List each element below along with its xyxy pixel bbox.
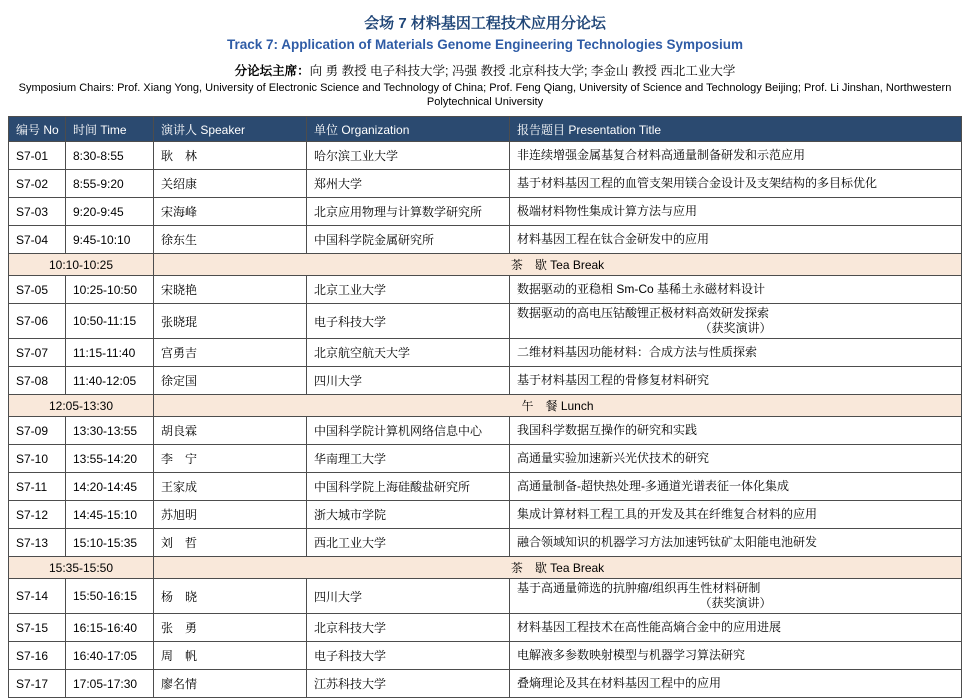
presentation-title-cell	[510, 642, 962, 670]
chairs-label: 分论坛主席：	[234, 64, 310, 78]
chairs-names-zh: 向 勇 教授 电子科技大学; 冯强 教授 北京科技大学; 李金山 教授 西北工业大学	[309, 64, 736, 78]
session-id-cell: S7-08	[9, 367, 66, 395]
session-id-cell: S7-13	[9, 529, 66, 557]
table-row	[9, 276, 962, 304]
organization-cell: 四川大学	[307, 367, 510, 395]
session-id-cell: S7-16	[9, 642, 66, 670]
document-header	[0, 0, 970, 109]
organization-cell: 北京航空航天大学	[307, 339, 510, 367]
presentation-title: 数据驱动的亚稳相 Sm-Co 基稀土永磁材料设计	[517, 282, 766, 296]
time-cell: 14:45-15:10	[66, 501, 154, 529]
time-cell: 13:55-14:20	[66, 445, 154, 473]
time-cell: 9:45-10:10	[66, 226, 154, 254]
presentation-title: 非连续增强金属基复合材料高通量制备研发和示范应用	[517, 148, 806, 162]
table-header-row	[9, 117, 962, 142]
organization-cell: 北京应用物理与计算数学研究所	[307, 198, 510, 226]
table-row	[9, 339, 962, 367]
table-row	[9, 367, 962, 395]
presentation-title: 高通量制备-超快热处理-多通道光谱表征一体化集成	[517, 479, 789, 493]
organization-cell: 中国科学院计算机网络信息中心	[307, 417, 510, 445]
time-cell: 16:15-16:40	[66, 614, 154, 642]
table-row	[9, 579, 962, 614]
presentation-title-note: （获奖演讲）	[699, 596, 772, 610]
schedule-table	[8, 116, 962, 698]
column-header-time: 时间 Time	[66, 117, 154, 142]
time-cell: 11:15-11:40	[66, 339, 154, 367]
session-id-cell: S7-05	[9, 276, 66, 304]
presentation-title-cell	[510, 417, 962, 445]
time-cell: 9:20-9:45	[66, 198, 154, 226]
session-id-cell: S7-02	[9, 170, 66, 198]
presentation-title: 极端材料物性集成计算方法与应用	[517, 204, 698, 218]
presentation-title: 基于高通量筛选的抗肿瘤/组织再生性材料研制	[517, 581, 761, 595]
presentation-title-cell	[510, 339, 962, 367]
presentation-title-cell	[510, 579, 962, 614]
session-id-cell: S7-06	[9, 304, 66, 339]
speaker-cell: 李 宁	[154, 445, 307, 473]
table-row	[9, 198, 962, 226]
table-row	[9, 417, 962, 445]
break-row	[9, 395, 962, 417]
speaker-cell: 王家成	[154, 473, 307, 501]
time-cell: 15:50-16:15	[66, 579, 154, 614]
time-cell: 17:05-17:30	[66, 670, 154, 698]
organization-cell: 电子科技大学	[307, 304, 510, 339]
presentation-title: 电解液多参数映射模型与机器学习算法研究	[517, 648, 746, 662]
presentation-title: 二维材料基因功能材料：合成方法与性质探索	[517, 345, 758, 359]
presentation-title-cell	[510, 501, 962, 529]
presentation-title: 材料基因工程在钛合金研发中的应用	[517, 232, 710, 246]
column-header-no: 编号 No	[9, 117, 66, 142]
break-label-cell: 午 餐 Lunch	[154, 395, 962, 417]
presentation-title: 融合领域知识的机器学习方法加速钙钛矿太阳能电池研发	[517, 535, 818, 549]
speaker-cell: 宋晓艳	[154, 276, 307, 304]
column-header-organization: 单位 Organization	[307, 117, 510, 142]
presentation-title-cell	[510, 529, 962, 557]
symposium-title-en: Track 7: Application of Materials Genome Engineering Technologies Symposium	[226, 37, 744, 52]
organization-cell: 西北工业大学	[307, 529, 510, 557]
session-id-cell: S7-07	[9, 339, 66, 367]
presentation-title: 叠熵理论及其在材料基因工程中的应用	[517, 676, 722, 690]
speaker-cell: 廖名情	[154, 670, 307, 698]
break-time-cell: 12:05-13:30	[9, 395, 154, 417]
presentation-title: 基于材料基因工程的血管支架用镁合金设计及支架结构的多目标优化	[517, 176, 878, 190]
table-row	[9, 226, 962, 254]
organization-cell: 中国科学院上海硅酸盐研究所	[307, 473, 510, 501]
presentation-title-cell	[510, 304, 962, 339]
speaker-cell: 刘 哲	[154, 529, 307, 557]
table-row	[9, 670, 962, 698]
presentation-title: 我国科学数据互操作的研究和实践	[517, 423, 698, 437]
organization-cell: 浙大城市学院	[307, 501, 510, 529]
presentation-title-cell	[510, 226, 962, 254]
time-cell: 15:10-15:35	[66, 529, 154, 557]
presentation-title-cell	[510, 473, 962, 501]
table-row	[9, 473, 962, 501]
time-cell: 8:30-8:55	[66, 142, 154, 170]
session-id-cell: S7-09	[9, 417, 66, 445]
session-id-cell: S7-15	[9, 614, 66, 642]
organization-cell: 郑州大学	[307, 170, 510, 198]
break-row	[9, 254, 962, 276]
session-id-cell: S7-10	[9, 445, 66, 473]
presentation-title-cell	[510, 276, 962, 304]
chairs-line-zh	[0, 63, 970, 80]
presentation-title-cell	[510, 367, 962, 395]
table-row	[9, 642, 962, 670]
organization-cell: 四川大学	[307, 579, 510, 614]
symposium-title-zh: 会场 7 材料基因工程技术应用分论坛	[364, 15, 606, 32]
presentation-title-cell	[510, 142, 962, 170]
organization-cell: 北京工业大学	[307, 276, 510, 304]
break-time-cell: 15:35-15:50	[9, 557, 154, 579]
column-header-speaker: 演讲人 Speaker	[154, 117, 307, 142]
speaker-cell: 宫勇吉	[154, 339, 307, 367]
table-row	[9, 529, 962, 557]
speaker-cell: 徐东生	[154, 226, 307, 254]
presentation-title: 数据驱动的高电压钴酸锂正极材料高效研发探索	[517, 306, 770, 320]
column-header-title: 报告题目 Presentation Title	[510, 117, 962, 142]
speaker-cell: 徐定国	[154, 367, 307, 395]
organization-cell: 哈尔滨工业大学	[307, 142, 510, 170]
time-cell: 10:50-11:15	[66, 304, 154, 339]
time-cell: 8:55-9:20	[66, 170, 154, 198]
speaker-cell: 张晓琨	[154, 304, 307, 339]
organization-cell: 中国科学院金属研究所	[307, 226, 510, 254]
presentation-title-cell	[510, 170, 962, 198]
table-row	[9, 445, 962, 473]
speaker-cell: 宋海峰	[154, 198, 307, 226]
speaker-cell: 苏旭明	[154, 501, 307, 529]
time-cell: 10:25-10:50	[66, 276, 154, 304]
table-row	[9, 170, 962, 198]
presentation-title-note: （获奖演讲）	[699, 321, 772, 335]
session-id-cell: S7-11	[9, 473, 66, 501]
time-cell: 14:20-14:45	[66, 473, 154, 501]
speaker-cell: 胡良霖	[154, 417, 307, 445]
session-id-cell: S7-12	[9, 501, 66, 529]
speaker-cell: 杨 晓	[154, 579, 307, 614]
presentation-title-cell	[510, 614, 962, 642]
time-cell: 11:40-12:05	[66, 367, 154, 395]
table-row	[9, 304, 962, 339]
break-time-cell: 10:10-10:25	[9, 254, 154, 276]
presentation-title-cell	[510, 445, 962, 473]
speaker-cell: 张 勇	[154, 614, 307, 642]
session-id-cell: S7-14	[9, 579, 66, 614]
break-label-cell: 茶 歇 Tea Break	[154, 557, 962, 579]
presentation-title: 材料基因工程技术在高性能高熵合金中的应用进展	[517, 620, 782, 634]
speaker-cell: 关绍康	[154, 170, 307, 198]
presentation-title: 高通量实验加速新兴光伏技术的研究	[517, 451, 710, 465]
speaker-cell: 耿 林	[154, 142, 307, 170]
session-id-cell: S7-03	[9, 198, 66, 226]
session-id-cell: S7-04	[9, 226, 66, 254]
presentation-title: 基于材料基因工程的骨修复材料研究	[517, 373, 710, 387]
time-cell: 13:30-13:55	[66, 417, 154, 445]
table-row	[9, 142, 962, 170]
presentation-title-cell	[510, 670, 962, 698]
chairs-line-en: Symposium Chairs: Prof. Xiang Yong, University of Electronic Science and Technology of China; Prof. Feng Qiang, University of Science and Technology Beijing; Prof. Li Jinshan, Northwestern Polytechnical University	[18, 82, 952, 108]
break-label-cell: 茶 歇 Tea Break	[154, 254, 962, 276]
session-id-cell: S7-01	[9, 142, 66, 170]
organization-cell: 江苏科技大学	[307, 670, 510, 698]
organization-cell: 华南理工大学	[307, 445, 510, 473]
organization-cell: 北京科技大学	[307, 614, 510, 642]
presentation-title: 集成计算材料工程工具的开发及其在纤维复合材料的应用	[517, 507, 818, 521]
organization-cell: 电子科技大学	[307, 642, 510, 670]
session-id-cell: S7-17	[9, 670, 66, 698]
presentation-title-cell	[510, 198, 962, 226]
speaker-cell: 周 帆	[154, 642, 307, 670]
table-row	[9, 501, 962, 529]
table-row	[9, 614, 962, 642]
break-row	[9, 557, 962, 579]
time-cell: 16:40-17:05	[66, 642, 154, 670]
